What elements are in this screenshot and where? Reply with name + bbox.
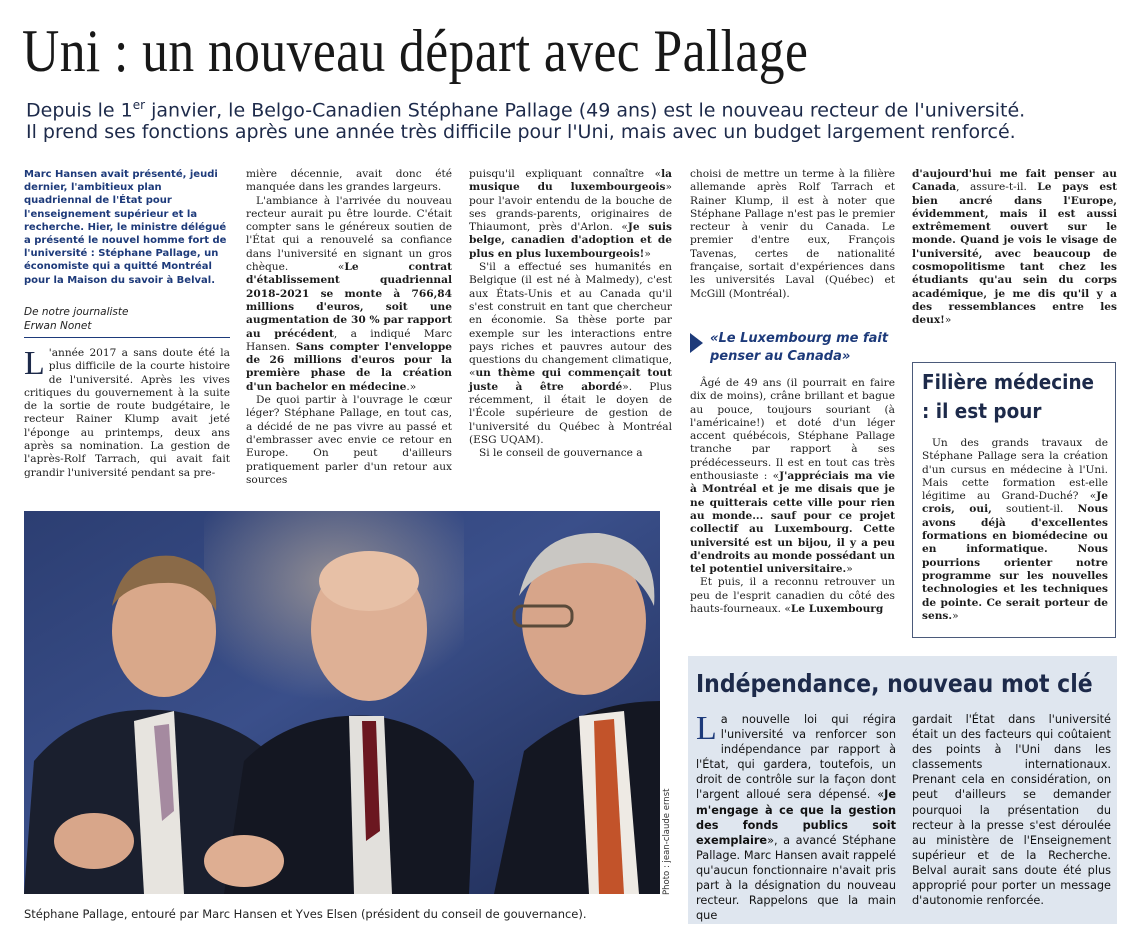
pull-quote-arrow-icon xyxy=(690,333,703,353)
drop-cap: L xyxy=(24,345,45,382)
photo-caption: Stéphane Pallage, entouré par Marc Hansen et Yves Elsen (président du conseil de gouvernance). xyxy=(24,907,587,921)
article-column-3: puisqu'il expliquant connaître «la musique du luxembourgeois» pour l'avoir entendu de la bouche de ses grands-parents, originaires de Thiaumont, près d'Arlon. «Je suis belge, canadien d'adoption et de plus en plus luxembourgeois!» S'il a effectué ses humanités en Belgique (il est né à Malmedy), c'est aux États-Unis et au Canada qu'il s'est construit en tant que chercheur en économie. Sa thèse porte par exemple sur les interactions entre pays riches et pauvres autour des questions du changement climatique, «un thème qui commençait tout juste à être abordé». Plus récemment, il était le doyen de l'École supérieure de gestion de l'université du Québec à Montréal (ESG UQAM). Si le conseil de gouvernance a xyxy=(469,168,672,460)
byline-author: Erwan Nonet xyxy=(24,320,92,332)
article-column-4-continued: Âgé de 49 ans (il pourrait en faire dix de moins), crâne brillant et bague au pouce, toujours souriant (à l'américaine!) et doté d'un léger accent québécois, Stéphane Pallage tranche par rapport à ses prédécesseurs. Il est en tout cas très enthousiaste : «J'appréciais ma vie à Montréal et je me disais que je ne quitterais cette ville pour rien au monde... sauf pour ce projet collectif au Luxembourg. Cette université est un bijou, il y a peu d'endroits au monde possédant un tel potentiel universitaire.» Et puis, il a reconnu retrouver un peu de l'esprit canadien du côté des hauts-fourneaux. «Le Luxembourg xyxy=(690,377,895,616)
headline: Uni : un nouveau départ avec Pallage xyxy=(22,18,809,84)
article-column-1: L 'année 2017 a sans doute été la plus difficile de la courte histoire de l'université. Après les vives critiques du gouvernement à la suite de la sortie de route budgétaire, le recteur Rainer Klump avait jeté l'éponge au printemps, deux ans après sa nomination. La gestion de l'après-Rolf Tarrach, qui avait fait grandir l'université pendant sa pre- xyxy=(24,345,230,479)
deck-line-1: Depuis le 1er janvier, le Belgo-Canadien Stéphane Pallage (49 ans) est le nouveau recteur de l'université. xyxy=(26,98,1026,122)
press-photo xyxy=(24,511,660,894)
drop-cap: L xyxy=(696,710,717,747)
lead-paragraph: Marc Hansen avait présenté, jeudi dernier, l'ambitieux plan quadriennal de l'État pour l'enseignement supérieur et la recherche. Hier, le ministre délégué a présenté le nouvel homme fort de l'université : Stéphane Pallage, un économiste qui a quitté Montréal pour la Maison du savoir à Belval. xyxy=(24,169,227,286)
article-column-4: choisi de mettre un terme à la filière allemande après Rolf Tarrach et Rainer Klump, il est à noter que Stéphane Pallage n'est pas le premier recteur à venir du Canada. Le premier d'entre eux, François Tavenas, certes de nationalité française, sortait d'expériences dans les universités Laval (Québec) et McGill (Montréal). xyxy=(690,168,895,300)
article-column-5: d'aujourd'hui me fait penser au Canada, assure-t-il. Le pays est bien ancré dans l'Europe, évidemment, mais il est aussi extrêmement ouvert sur le monde. Quand je vois le visage de l'université, avec beaucoup de cosmopolitisme tant chez les étudiants qu'au sein du corps académique, je me dis qu'il y a des ressemblances entre les deux!» xyxy=(912,168,1117,327)
article-column-2: mière décennie, avait donc été manquée dans les grandes largeurs. L'ambiance à l'arrivée du nouveau recteur aurait pu être lourde. C'était compter sans le généreux soutien de l'État qui a renouvelé sa confiance dans l'université en signant un gros chèque. «Le contrat d'établissement quadriennal 2018-2021 se monte à 766,84 millions d'euros, soit une augmentation de 30 % par rapport au précédent, a indiqué Marc Hansen. Sans compter l'enveloppe de 26 millions d'euros pour la première phase de la création d'un bachelor en médecine.» De quoi partir à l'ouvrage le cœur léger? Stéphane Pallage, en tout cas, a décidé de ne pas vivre au passé et d'embrasser avec envie ce retour en Europe. On peut d'ailleurs pratiquement parler d'un retour aux sources xyxy=(246,168,452,486)
sidebar-box-title: Filière médecine : il est pour xyxy=(922,370,1095,423)
sidebar-box-2-column-1: La nouvelle loi qui régira l'université va renforcer son indépendance par rapport à l'État, qui gardera, toutefois, un droit de contrôle sur la façon dont l'argent alloué sera dépensé. «Je m'engage à ce que la gestion des fonds publics soit exemplaire», a avancé Stéphane Pallage. Marc Hansen avait rappelé qu'aucun fonctionnaire n'avait pris part à la désignation du nouveau recteur. Rappelons que la main que xyxy=(696,710,896,923)
byline xyxy=(24,305,230,338)
photo-credit: Photo : jean-claude ernst xyxy=(662,788,672,895)
byline-label: De notre journaliste xyxy=(24,306,129,318)
pull-quote: «Le Luxembourg me fait penser au Canada» xyxy=(710,331,889,364)
deck-line-2: Il prend ses fonctions après une année très difficile pour l'Uni, mais avec un budget largement renforcé. xyxy=(26,121,1016,143)
sidebar-box-2-title: Indépendance, nouveau mot clé xyxy=(696,669,1093,698)
sidebar-box-body: Un des grands travaux de Stéphane Pallage sera la création d'un cursus en médecine à l'Uni. Mais cette formation est-elle légitime au Grand-Duché? «Je crois, oui, soutient-il. Nous avons déjà d'excellentes formations en biomédecine ou en informatique. Nous pourrions orienter notre programme sur les nouvelles technologies et les techniques de pointe. Ce serait porteur de sens.» xyxy=(922,437,1108,622)
sidebar-box-2-column-2: gardait l'État dans l'université était un des facteurs qui coûtaient des points à l'Uni dans les classements internationaux. Prenant cela en considération, on peut d'ailleurs se demander pourquoi la présentation du recteur à la presse s'est déroulée au ministère de l'Enseignement supérieur et de la Recherche. Belval aurait sans doute été plus approprié pour porter un message d'autonomie renforcée. xyxy=(912,713,1111,908)
